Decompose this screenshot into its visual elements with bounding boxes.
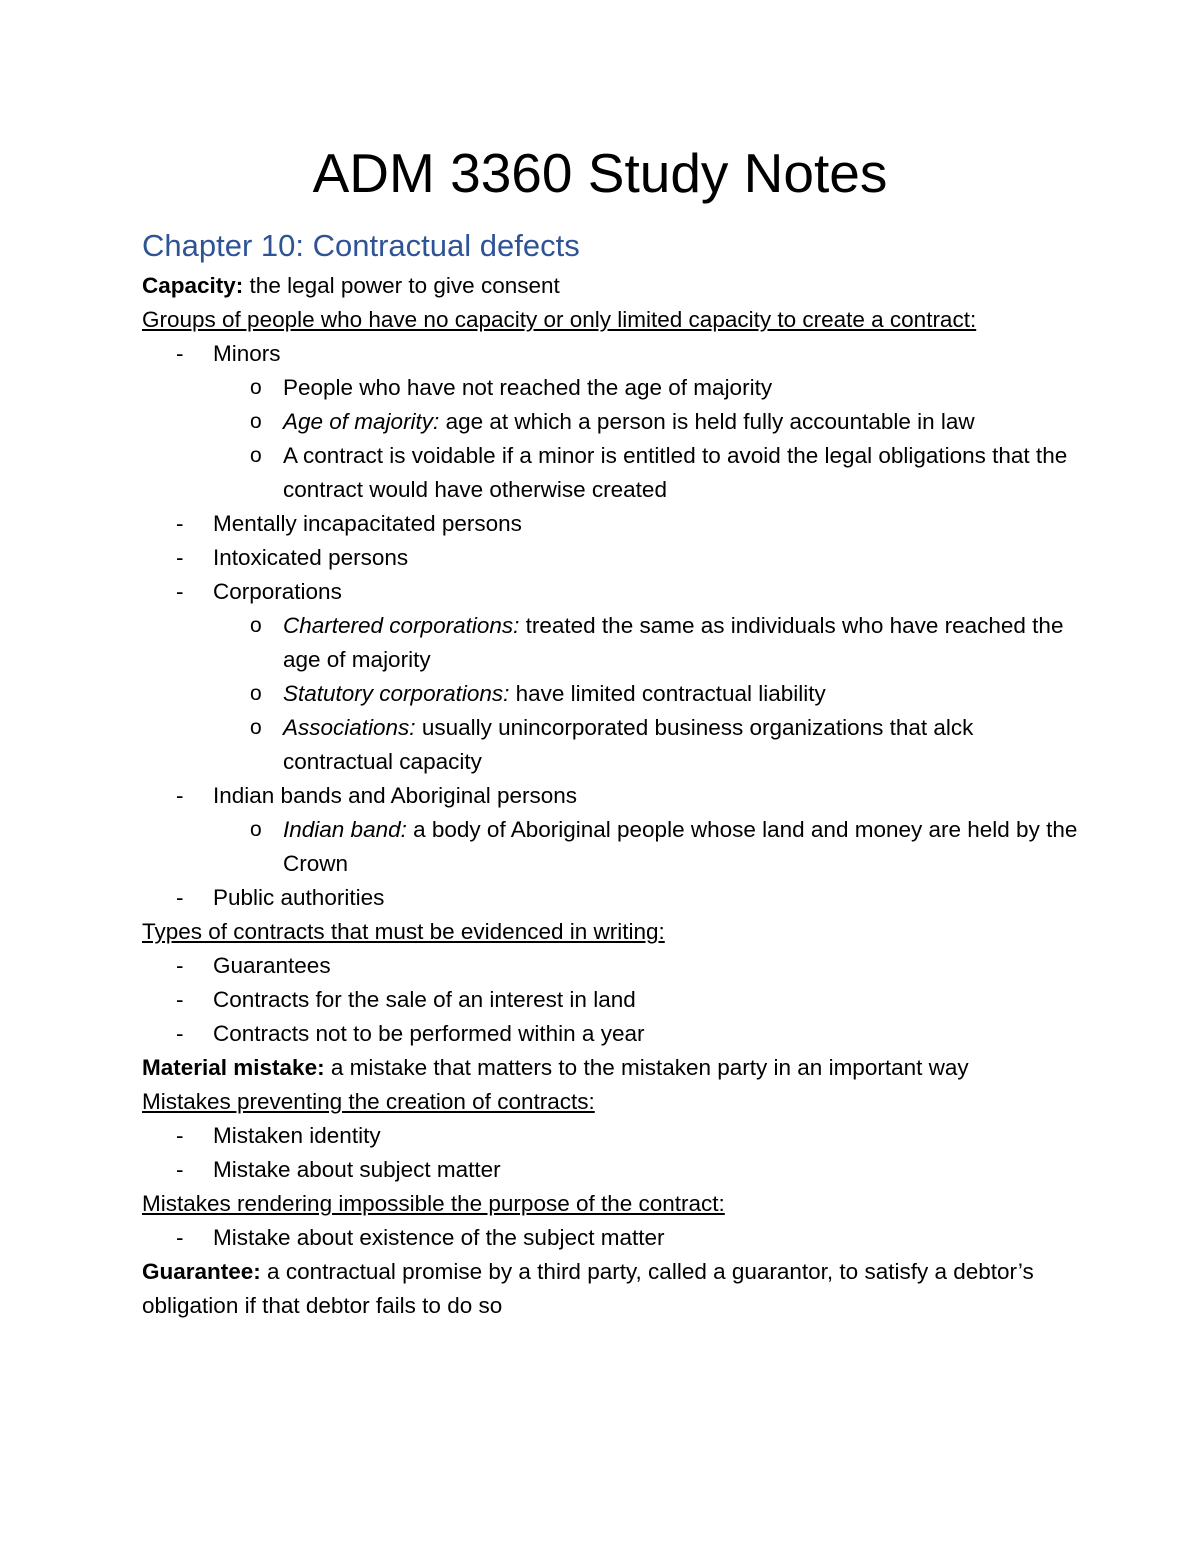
- guarantee-definition: [142, 1255, 1082, 1323]
- sub-item: [142, 439, 1082, 507]
- circle-bullet: o: [250, 682, 262, 705]
- sub-item-text: age at which a person is held fully accountable in law: [439, 409, 975, 434]
- impossible-heading: Mistakes rendering impossible the purpose of the contract:: [142, 1191, 725, 1216]
- circle-bullet: o: [250, 444, 262, 467]
- list-item-label: Mistaken identity: [213, 1123, 381, 1148]
- dash-bullet: -: [176, 341, 184, 366]
- list-item-indian-bands: [142, 779, 1082, 813]
- writing-heading: Types of contracts that must be evidenced in writing:: [142, 919, 665, 944]
- impossible-list: [142, 1221, 1082, 1255]
- sub-item: [142, 371, 1082, 405]
- list-item: [142, 1221, 1082, 1255]
- circle-bullet: o: [250, 818, 262, 841]
- list-item-label: Intoxicated persons: [213, 545, 409, 570]
- dash-bullet: -: [176, 783, 184, 808]
- dash-bullet: -: [176, 545, 184, 570]
- circle-bullet: o: [250, 716, 262, 739]
- circle-bullet: o: [250, 410, 262, 433]
- groups-list: [142, 337, 1082, 915]
- guarantee-text: a contractual promise by a third party, called a guarantor, to satisfy a debtor’s obligation if that debtor fails to do so: [142, 1259, 1034, 1318]
- chapter-heading: Chapter 10: Contractual defects: [142, 228, 580, 263]
- capacity-definition: [142, 269, 1082, 303]
- sub-item: [142, 405, 1082, 439]
- sub-item-term: Chartered corporations:: [283, 613, 520, 638]
- list-item-label: Mentally incapacitated persons: [213, 511, 522, 536]
- list-item-label: Indian bands and Aboriginal persons: [213, 783, 578, 808]
- sub-item-term: Indian band:: [283, 817, 407, 842]
- list-item-public: [142, 881, 1082, 915]
- dash-bullet: -: [176, 1157, 184, 1182]
- list-item-label: Contracts for the sale of an interest in land: [213, 987, 636, 1012]
- list-item-label: Contracts not to be performed within a year: [213, 1021, 645, 1046]
- prevent-list: [142, 1119, 1082, 1187]
- sub-item-text: People who have not reached the age of majority: [283, 375, 773, 400]
- sub-item-text: usually unincorporated business organizations that alck contractual capacity: [283, 715, 974, 774]
- material-mistake-definition: [142, 1051, 1082, 1085]
- dash-bullet: -: [176, 511, 184, 536]
- sub-item: [142, 677, 1082, 711]
- list-item-label: Guarantees: [213, 953, 331, 978]
- sub-item-text: a body of Aboriginal people whose land and money are held by the Crown: [283, 817, 1078, 876]
- capacity-text: the legal power to give consent: [243, 273, 560, 298]
- dash-bullet: -: [176, 579, 184, 604]
- list-item-label: Corporations: [213, 579, 342, 604]
- document-title: ADM 3360 Study Notes: [312, 142, 888, 204]
- dash-bullet: -: [176, 1021, 184, 1046]
- sub-item: [142, 711, 1082, 779]
- writing-list: [142, 949, 1082, 1051]
- sub-item-text: treated the same as individuals who have reached the age of majority: [283, 613, 1064, 672]
- circle-bullet: o: [250, 614, 262, 637]
- dash-bullet: -: [176, 885, 184, 910]
- list-item-intoxicated: [142, 541, 1082, 575]
- list-item-label: Public authorities: [213, 885, 385, 910]
- list-item-corporations: [142, 575, 1082, 609]
- sub-item-term: Age of majority:: [283, 409, 440, 434]
- list-item-label: Minors: [213, 341, 281, 366]
- sub-item-text: have limited contractual liability: [509, 681, 826, 706]
- prevent-heading: Mistakes preventing the creation of contracts:: [142, 1089, 595, 1114]
- list-item: [142, 1153, 1082, 1187]
- material-term: Material mistake:: [142, 1055, 325, 1080]
- list-item-label: Mistake about existence of the subject matter: [213, 1225, 665, 1250]
- dash-bullet: -: [176, 1123, 184, 1148]
- capacity-term: Capacity:: [142, 273, 244, 298]
- dash-bullet: -: [176, 1225, 184, 1250]
- list-item-label: Mistake about subject matter: [213, 1157, 501, 1182]
- dash-bullet: -: [176, 953, 184, 978]
- sub-item: [142, 609, 1082, 677]
- circle-bullet: o: [250, 376, 262, 399]
- list-item: [142, 1017, 1082, 1051]
- material-text: a mistake that matters to the mistaken party in an important way: [324, 1055, 969, 1080]
- sub-item-term: Statutory corporations:: [283, 681, 510, 706]
- sub-item-text: A contract is voidable if a minor is entitled to avoid the legal obligations that the contract would have otherwise created: [283, 443, 1068, 502]
- list-item: [142, 983, 1082, 1017]
- list-item: [142, 1119, 1082, 1153]
- sub-item-term: Associations:: [283, 715, 416, 740]
- notes-body: [142, 269, 1082, 1323]
- list-item-mental: [142, 507, 1082, 541]
- sub-item: [142, 813, 1082, 881]
- list-item: [142, 949, 1082, 983]
- guarantee-term: Guarantee:: [142, 1259, 261, 1284]
- groups-heading: Groups of people who have no capacity or only limited capacity to create a contract:: [142, 307, 977, 332]
- dash-bullet: -: [176, 987, 184, 1012]
- list-item-minors: [142, 337, 1082, 371]
